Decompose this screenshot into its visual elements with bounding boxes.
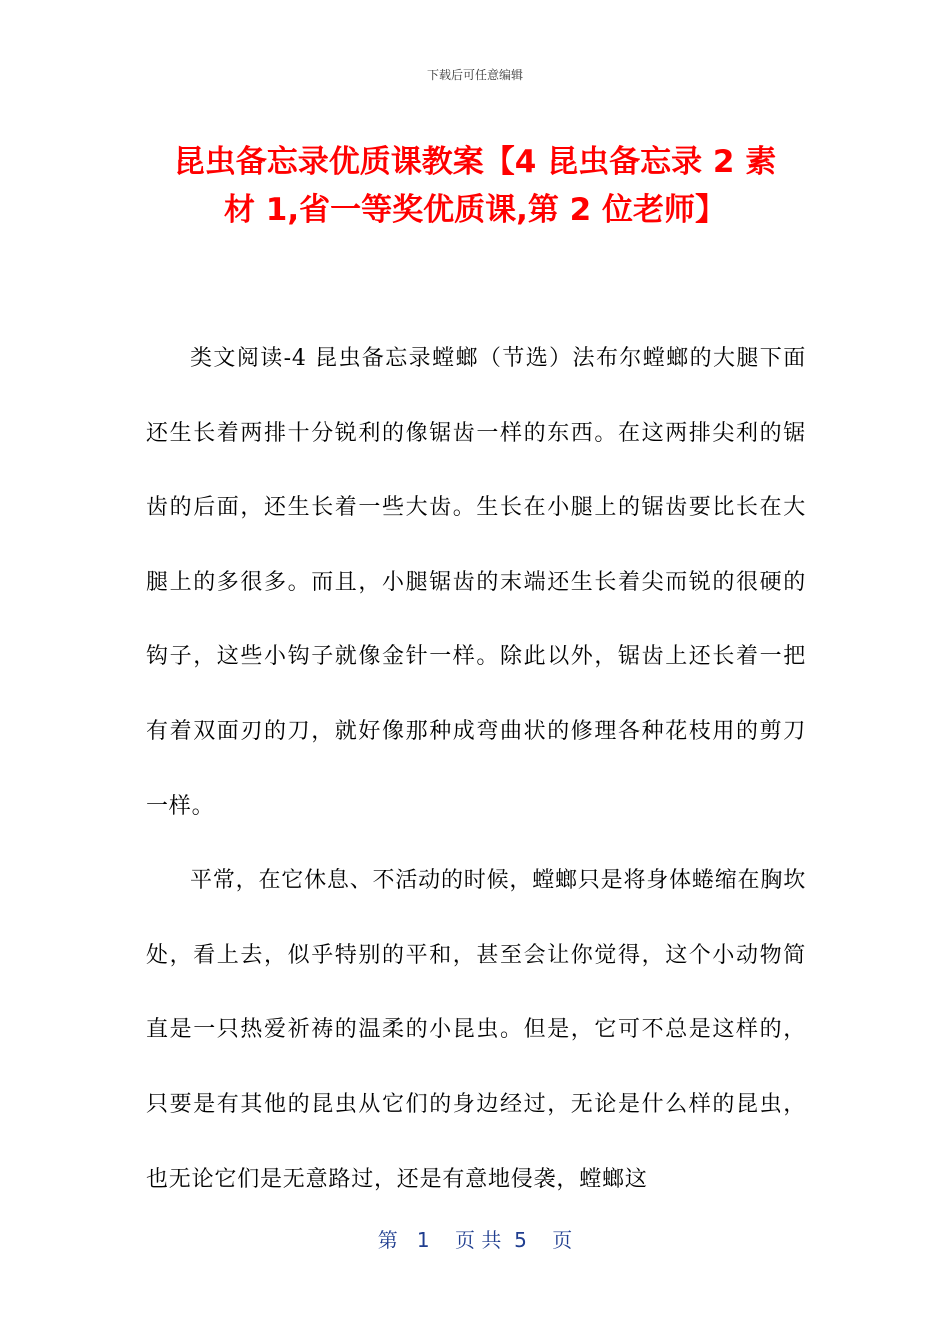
header-note: 下载后可任意编辑 (426, 68, 523, 82)
title-line-1: 昆虫备忘录优质课教案【4 昆虫备忘录 2 素 (173, 144, 777, 180)
page-footer: 第 1 页 共 5 页 (377, 1228, 573, 1252)
paragraph-1: 类文阅读-4 昆虫备忘录螳螂（节选）法布尔螳螂的大腿下面还生长着两排十分锐利的像锯齿一样的东西。在这两排尖利的锯齿的后面，还生长着一些大齿。生长在小腿上的锯齿要比长在大腿上的多很多。而且，小腿锯齿的末端还生长着尖而锐的很硬的钩子，这些小钩子就像金针一样。除此以外，锯齿上还长着一把有着双面刃的刀，就好像那种成弯曲状的修理各种花枝用的剪刀一样。 (146, 346, 806, 819)
document-title (130, 138, 820, 234)
title-line-2: 材 1,省一等奖优质课,第 2 位老师】 (223, 192, 727, 228)
document-body (146, 322, 806, 1217)
paragraph-2: 平常，在它休息、不活动的时候，螳螂只是将身体蜷缩在胸坎处，看上去，似乎特别的平和，甚至会让你觉得，这个小动物简直是一只热爱祈祷的温柔的小昆虫。但是，它可不总是这样的，只要是有其他的昆虫从它们的身边经过，无论是什么样的昆虫，也无论它们是无意路过，还是有意地侵袭，螳螂这 (146, 868, 806, 1192)
